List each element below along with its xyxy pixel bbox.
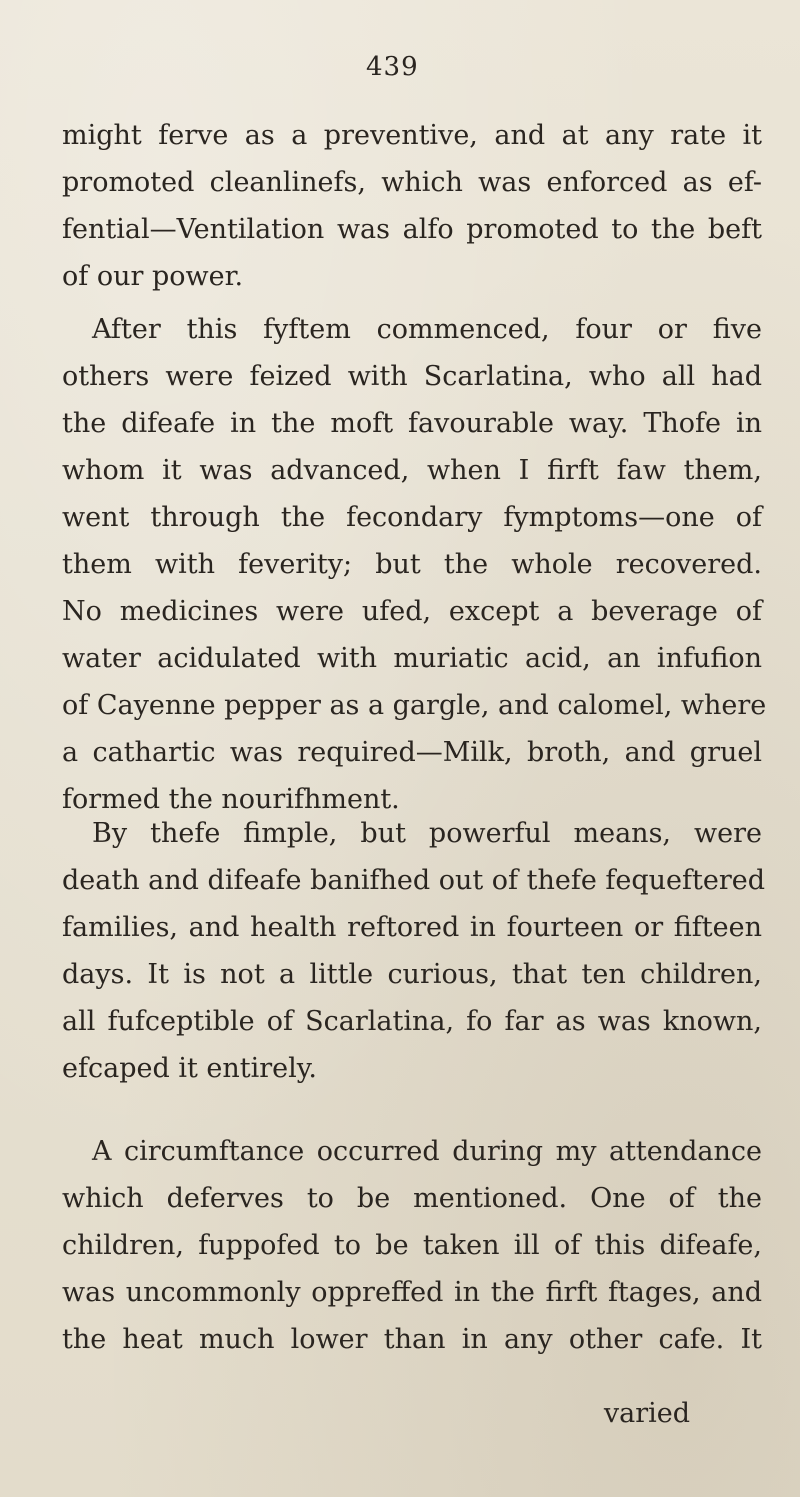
text-line: which deferves to be mentioned. One of the	[62, 1183, 762, 1214]
text-line: others were feized with Scarlatina, who all had	[62, 361, 762, 392]
text-line: promoted cleanlinefs, which was enforced as ef-	[62, 167, 762, 198]
text-line: them with feverity; but the whole recovered.	[62, 549, 762, 580]
text-line: By thefe fimple, but powerful means, were	[92, 818, 762, 849]
text-line: death and difeafe banifhed out of thefe fequeftered	[62, 865, 766, 896]
text-line: children, fuppofed to be taken ill of this difeafe,	[62, 1230, 762, 1261]
paragraph-2	[62, 306, 767, 823]
text-line: fential—Ventilation was alfo promoted to the beft	[62, 214, 762, 245]
text-line: families, and health reftored in fourteen or fifteen	[62, 912, 762, 943]
catchword: varied	[603, 1398, 690, 1429]
text-line: formed the nourifhment.	[62, 784, 400, 815]
text-line: the difeafe in the moft favourable way. Thofe in	[62, 408, 762, 439]
text-line: whom it was advanced, when I firft faw them,	[62, 455, 762, 486]
paragraph-1	[62, 112, 762, 300]
text-line: a cathartic was required—Milk, broth, and gruel	[62, 737, 762, 768]
text-line: After this fyftem commenced, four or five	[92, 314, 762, 345]
text-line: water acidulated with muriatic acid, an infufion	[62, 643, 762, 674]
text-line: days. It is not a little curious, that ten children,	[62, 959, 762, 990]
paragraph-4	[62, 1128, 762, 1363]
text-line: was uncommonly oppreffed in the firft ftages, and	[62, 1277, 762, 1308]
text-line: the heat much lower than in any other cafe. It	[62, 1324, 762, 1355]
text-line: went through the fecondary fymptoms—one of	[62, 502, 762, 533]
text-line: all fufceptible of Scarlatina, fo far as was known,	[62, 1006, 762, 1037]
page-number: 439	[366, 52, 419, 82]
text-line: of Cayenne pepper as a gargle, and calomel, where	[62, 690, 767, 721]
text-line: efcaped it entirely.	[62, 1053, 318, 1084]
text-line: of our power.	[62, 261, 244, 292]
text-line: A circumftance occurred during my attendance	[92, 1136, 762, 1167]
text-line: might ferve as a preventive, and at any rate it	[62, 120, 762, 151]
text-line: No medicines were ufed, except a beverage of	[62, 596, 762, 627]
paragraph-3	[62, 810, 766, 1092]
